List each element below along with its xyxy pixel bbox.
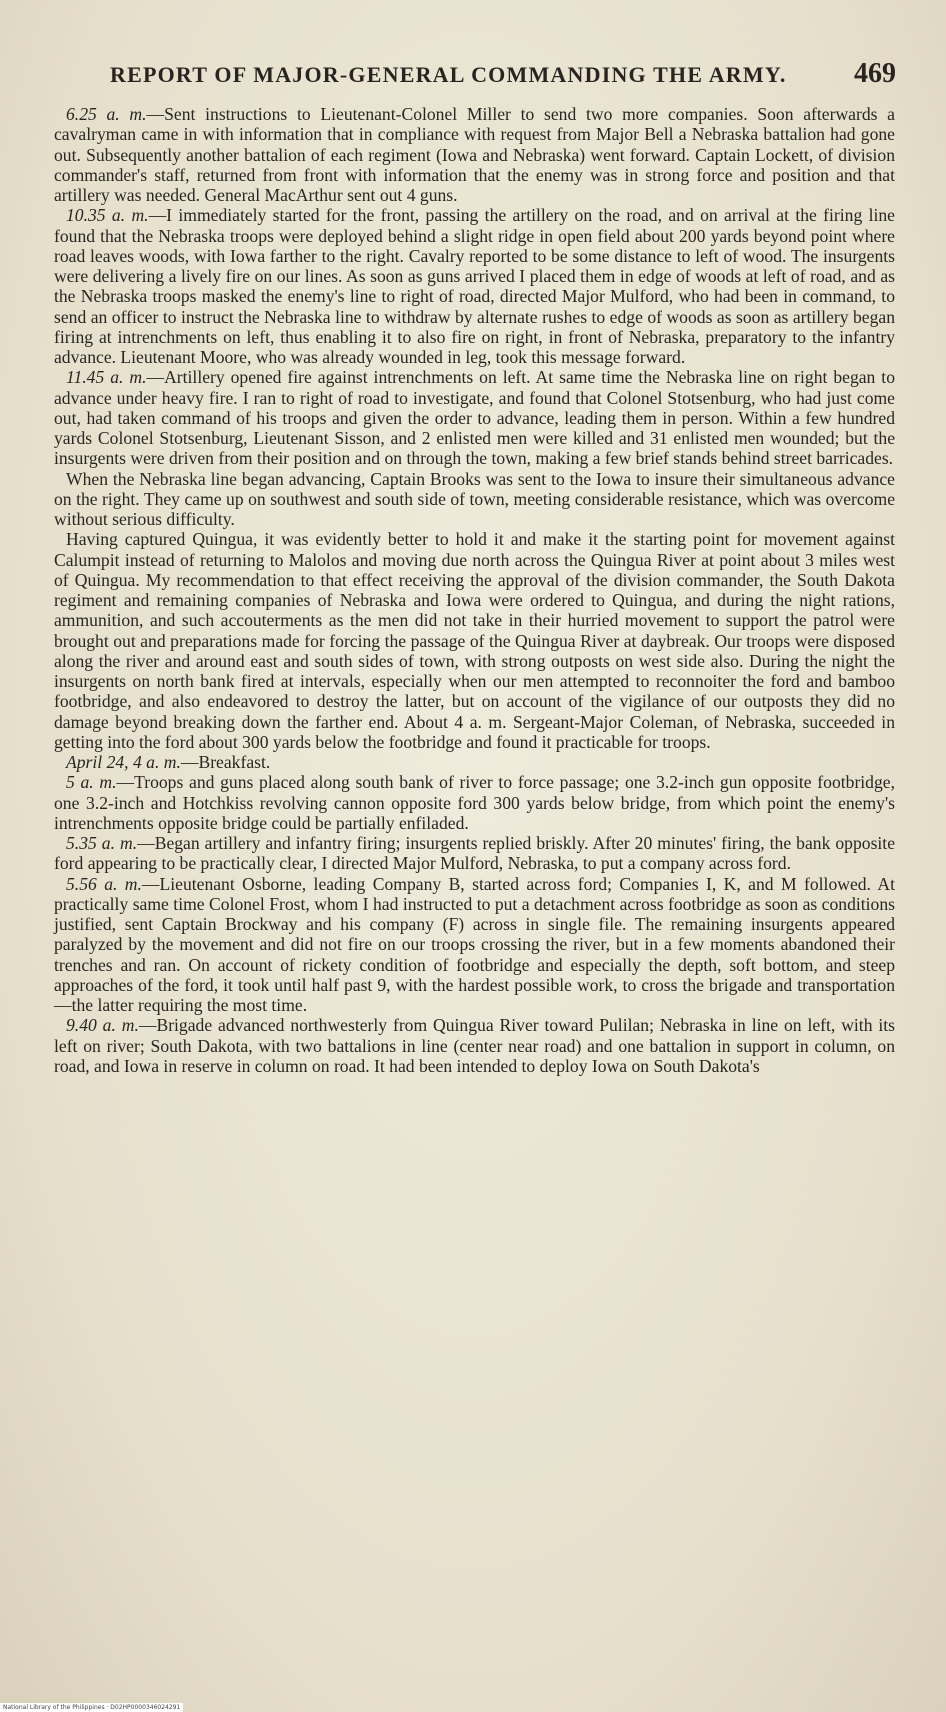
timestamp: 5.56 a. m.: [66, 873, 142, 894]
paragraph-text: —Breakfast.: [180, 752, 271, 772]
scan-credit: National Library of the Philippines · D02HP0000346024291: [0, 1703, 183, 1712]
paragraph: [54, 367, 895, 468]
running-head: REPORT OF MAJOR-GENERAL COMMANDING THE ARMY.: [110, 62, 787, 87]
paragraph-text: —Troops and guns placed along south bank of river to force passage; one 3.2-inch gun opposite footbridge, one 3.2-inch and Hotchkiss revolving cannon opposite ford 300 yards below bridge, from which point the enemy's intrenchments opposite bridge could be partially enfiladed.: [54, 772, 895, 833]
paragraph-text: Having captured Quingua, it was evidently better to hold it and make it the starting point for movement against Calumpit instead of returning to Malolos and moving due north across the Quingua River at point about 3 miles west of Quingua. My recommendation to that effect receiving the approval of the division commander, the South Dakota regiment and remaining companies of Nebraska and Iowa were ordered to Quingua, and during the night rations, ammunition, and such accouterments as the men did not take in their hurried movement to support the patrol were brought out and preparations made for forcing the passage of the Quingua River at daybreak. Our troops were disposed along the river and around east and south sides of town, with strong outposts on west side also. During the night the insurgents on north bank fired at intervals, especially when our men attempted to reconnoiter the ford and bamboo footbridge, and also endeavored to destroy the latter, but on account of the vigilance of our outposts they did no damage beyond breaking down the farther end. About 4 a. m. Sergeant-Major Coleman, of Nebraska, succeeded in getting into the ford about 300 yards below the footbridge and found it practicable for troops.: [54, 529, 895, 752]
timestamp: 6.25 a. m.: [66, 104, 147, 124]
paragraph: [54, 469, 895, 530]
paragraph: [54, 1015, 895, 1076]
paragraph: [54, 205, 895, 367]
paragraph: [54, 752, 895, 772]
paragraph-text: —Sent instructions to Lieutenant-Colonel Miller to send two more companies. Soon afterwards a cavalryman came in with information that in compliance with request from Major Bell a Nebraska battalion had gone out. Subsequently another battalion of each regiment (Iowa and Nebraska) went forward. Captain Lockett, of division commander's staff, returned from front with information that the enemy was in strong force and position and that artillery was needed. General MacArthur sent out 4 guns.: [54, 104, 895, 205]
paragraph: [54, 833, 895, 874]
paragraph: [54, 104, 895, 205]
paragraph: [54, 529, 895, 752]
timestamp: 10.35 a. m.: [66, 205, 149, 226]
paragraph-text: —Lieutenant Osborne, leading Company B, started across ford; Companies I, K, and M followed. At practically same time Colonel Frost, whom I had instructed to put a detachment across footbridge as soon as conditions justified, sent Captain Brockway and his company (F) across in single file. The remaining insurgents appeared paralyzed by the movement and did not fire on our troops crossing the river, but in a few moments abandoned their trenches and ran. On account of rickety condition of footbridge and especially the depth, soft bottom, and steep approaches of the ford, it took until half past 9, with the hardest possible work, to cross the brigade and transportation—the latter requiring the most time.: [54, 873, 895, 1015]
paragraph-text: —Artillery opened fire against intrenchments on left. At same time the Nebraska line on right began to advance under heavy fire. I ran to right of road to investigate, and found that Colonel Stotsenburg, who had just come out, had taken command of his troops and given the order to advance, leading them in person. Within a few hundred yards Colonel Stotsenburg, Lieutenant Sisson, and 2 enlisted men were killed and 31 enlisted men wounded; but the insurgents were driven from their position and on through the town, making a few brief stands behind street barricades.: [54, 367, 895, 469]
timestamp: April 24, 4 a. m.: [66, 752, 181, 772]
page-number: 469: [854, 58, 896, 89]
paragraph: [54, 874, 895, 1016]
timestamp: 9.40 a. m.: [66, 1015, 139, 1036]
report-body: [54, 104, 895, 1076]
timestamp: 5 a. m.: [66, 772, 117, 793]
timestamp: 5.35 a. m.: [66, 833, 138, 853]
page-header: [110, 58, 896, 98]
paragraph-text: —I immediately started for the front, passing the artillery on the road, and on arrival at the firing line found that the Nebraska troops were deployed behind a slight ridge in open field about 200 yards beyond point where road leaves woods, with Iowa farther to the right. Cavalry reported to be some distance to left of wood. The insurgents were delivering a lively fire on our lines. As soon as guns arrived I placed them in edge of woods at left of road, and as the Nebraska troops masked the enemy's line to right of road, directed Major Mulford, who had been in command, to send an officer to instruct the Nebraska line to withdraw by alternate rushes to edge of woods as soon as artillery began firing at intrenchments on left, thus enabling it to also fire on right, in front of Nebraska, preparatory to the infantry advance. Lieutenant Moore, who was already wounded in leg, took this message forward.: [54, 205, 895, 367]
paragraph: [54, 772, 895, 833]
paragraph-text: When the Nebraska line began advancing, Captain Brooks was sent to the Iowa to insure their simultaneous advance on the right. They came up on southwest and south side of town, meeting considerable resistance, which was overcome without serious difficulty.: [54, 468, 895, 529]
paragraph-text: —Began artillery and infantry firing; insurgents replied briskly. After 20 minutes' firing, the bank opposite ford appearing to be practically clear, I directed Major Mulford, Nebraska, to put a company across ford.: [54, 833, 896, 874]
paragraph-text: —Brigade advanced northwesterly from Quingua River toward Pulilan; Nebraska in line on left, with its left on river; South Dakota, with two battalions in line (center near road) and one battalion in support in column, on road, and Iowa in reserve in column on road. It had been intended to deploy Iowa on South Dakota's: [54, 1015, 895, 1076]
timestamp: 11.45 a. m.: [66, 367, 147, 388]
